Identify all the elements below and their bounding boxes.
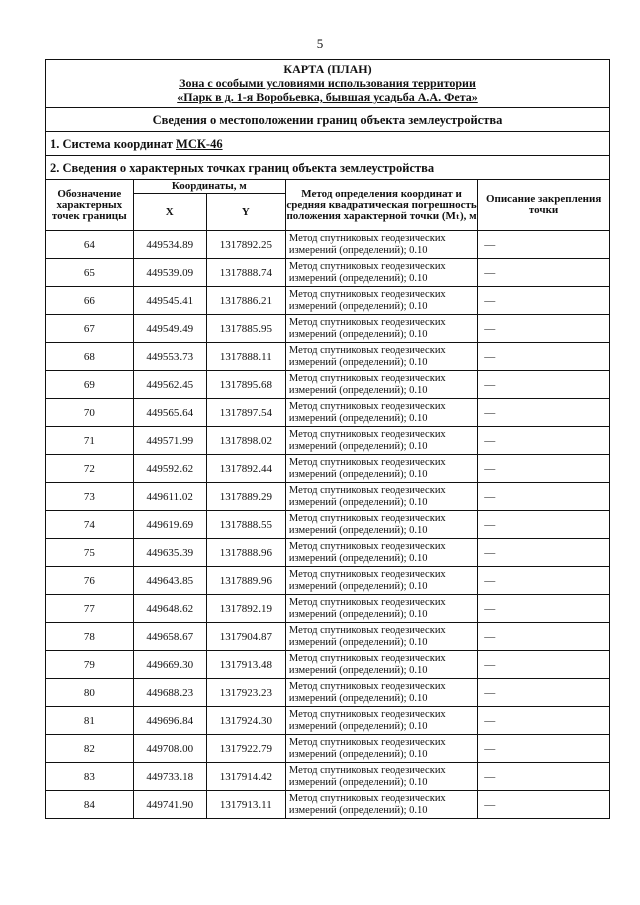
page-number: 5 <box>316 36 324 51</box>
table-row <box>46 287 609 315</box>
desc-cell: — <box>478 399 609 427</box>
desc-cell: — <box>478 651 609 679</box>
y-cell: 1317913.11 <box>206 791 285 819</box>
table-row <box>46 735 609 763</box>
point-cell: 64 <box>46 231 133 259</box>
y-cell: 1317892.25 <box>206 231 285 259</box>
x-cell: 449648.62 <box>133 595 206 623</box>
desc-cell: — <box>478 679 609 707</box>
method-cell: Метод спутниковых геодезических измерений (определений); 0.10 <box>285 651 477 679</box>
method-cell: Метод спутниковых геодезических измерений (определений); 0.10 <box>285 679 477 707</box>
y-cell: 1317904.87 <box>206 623 285 651</box>
table-row <box>46 539 609 567</box>
table-row <box>46 315 609 343</box>
table-row <box>46 231 609 259</box>
desc-cell: — <box>478 791 609 819</box>
x-cell: 449539.09 <box>133 259 206 287</box>
table-row <box>46 567 609 595</box>
desc-cell: — <box>478 371 609 399</box>
desc-cell: — <box>478 315 609 343</box>
y-cell: 1317897.54 <box>206 399 285 427</box>
desc-cell: — <box>478 623 609 651</box>
method-cell: Метод спутниковых геодезических измерений (определений); 0.10 <box>285 287 477 315</box>
x-cell: 449592.62 <box>133 455 206 483</box>
method-cell: Метод спутниковых геодезических измерений (определений); 0.10 <box>285 763 477 791</box>
desc-cell: — <box>478 567 609 595</box>
x-cell: 449545.41 <box>133 287 206 315</box>
method-cell: Метод спутниковых геодезических измерений (определений); 0.10 <box>285 791 477 819</box>
table-row <box>46 427 609 455</box>
point-cell: 66 <box>46 287 133 315</box>
x-cell: 449611.02 <box>133 483 206 511</box>
header-y: Y <box>206 194 285 231</box>
desc-cell: — <box>478 455 609 483</box>
point-cell: 84 <box>46 791 133 819</box>
table-row <box>46 343 609 371</box>
method-cell: Метод спутниковых геодезических измерений (определений); 0.10 <box>285 427 477 455</box>
x-cell: 449619.69 <box>133 511 206 539</box>
y-cell: 1317892.44 <box>206 455 285 483</box>
method-cell: Метод спутниковых геодезических измерений (определений); 0.10 <box>285 735 477 763</box>
desc-cell: — <box>478 595 609 623</box>
point-cell: 82 <box>46 735 133 763</box>
table-row <box>46 399 609 427</box>
table-header-row <box>46 180 609 194</box>
y-cell: 1317914.42 <box>206 763 285 791</box>
desc-cell: — <box>478 483 609 511</box>
y-cell: 1317923.23 <box>206 679 285 707</box>
header-method: Метод определения координат и средняя квадратическая погрешность положения характерной точки (Mₜ), м <box>285 180 477 231</box>
y-cell: 1317895.68 <box>206 371 285 399</box>
method-cell: Метод спутниковых геодезических измерений (определений); 0.10 <box>285 511 477 539</box>
point-cell: 67 <box>46 315 133 343</box>
y-cell: 1317888.11 <box>206 343 285 371</box>
point-cell: 76 <box>46 567 133 595</box>
point-cell: 80 <box>46 679 133 707</box>
x-cell: 449658.67 <box>133 623 206 651</box>
method-cell: Метод спутниковых геодезических измерений (определений); 0.10 <box>285 623 477 651</box>
points-table <box>46 180 609 818</box>
method-cell: Метод спутниковых геодезических измерений (определений); 0.10 <box>285 231 477 259</box>
y-cell: 1317892.19 <box>206 595 285 623</box>
method-cell: Метод спутниковых геодезических измерений (определений); 0.10 <box>285 455 477 483</box>
table-row <box>46 623 609 651</box>
desc-cell: — <box>478 735 609 763</box>
y-cell: 1317913.48 <box>206 651 285 679</box>
desc-cell: — <box>478 427 609 455</box>
document-title: КАРТА (ПЛАН) <box>283 62 372 76</box>
table-row <box>46 483 609 511</box>
method-cell: Метод спутниковых геодезических измерений (определений); 0.10 <box>285 315 477 343</box>
point-cell: 65 <box>46 259 133 287</box>
desc-cell: — <box>478 231 609 259</box>
point-cell: 74 <box>46 511 133 539</box>
method-cell: Метод спутниковых геодезических измерений (определений); 0.10 <box>285 539 477 567</box>
x-cell: 449562.45 <box>133 371 206 399</box>
table-body <box>46 231 609 819</box>
y-cell: 1317898.02 <box>206 427 285 455</box>
table-row <box>46 511 609 539</box>
coordinate-system-prefix: 1. Система координат <box>50 137 173 151</box>
y-cell: 1317886.21 <box>206 287 285 315</box>
points-section-heading: 2. Сведения о характерных точках границ объекта землеустройства <box>46 156 609 180</box>
y-cell: 1317922.79 <box>206 735 285 763</box>
desc-cell: — <box>478 343 609 371</box>
x-cell: 449635.39 <box>133 539 206 567</box>
y-cell: 1317889.29 <box>206 483 285 511</box>
point-cell: 77 <box>46 595 133 623</box>
x-cell: 449733.18 <box>133 763 206 791</box>
method-cell: Метод спутниковых геодезических измерений (определений); 0.10 <box>285 371 477 399</box>
point-cell: 70 <box>46 399 133 427</box>
desc-cell: — <box>478 707 609 735</box>
table-row <box>46 707 609 735</box>
point-cell: 69 <box>46 371 133 399</box>
method-cell: Метод спутниковых геодезических измерений (определений); 0.10 <box>285 707 477 735</box>
point-cell: 79 <box>46 651 133 679</box>
table-row <box>46 455 609 483</box>
x-cell: 449696.84 <box>133 707 206 735</box>
table-row <box>46 651 609 679</box>
method-cell: Метод спутниковых геодезических измерений (определений); 0.10 <box>285 259 477 287</box>
x-cell: 449565.64 <box>133 399 206 427</box>
desc-cell: — <box>478 287 609 315</box>
x-cell: 449688.23 <box>133 679 206 707</box>
table-row <box>46 763 609 791</box>
table-row <box>46 595 609 623</box>
x-cell: 449669.30 <box>133 651 206 679</box>
y-cell: 1317888.55 <box>206 511 285 539</box>
point-cell: 81 <box>46 707 133 735</box>
table-row <box>46 371 609 399</box>
y-cell: 1317888.74 <box>206 259 285 287</box>
x-cell: 449571.99 <box>133 427 206 455</box>
x-cell: 449741.90 <box>133 791 206 819</box>
header-coords: Координаты, м <box>133 180 285 194</box>
point-cell: 71 <box>46 427 133 455</box>
method-cell: Метод спутниковых геодезических измерений (определений); 0.10 <box>285 567 477 595</box>
desc-cell: — <box>478 259 609 287</box>
zone-line: Зона с особыми условиями использования территории <box>179 76 476 90</box>
coordinate-system-name: МСК-46 <box>176 137 223 151</box>
method-cell: Метод спутниковых геодезических измерений (определений); 0.10 <box>285 595 477 623</box>
table-row <box>46 791 609 819</box>
park-line: «Парк в д. 1-я Воробьевка, бывшая усадьба А.А. Фета» <box>177 90 478 104</box>
method-cell: Метод спутниковых геодезических измерений (определений); 0.10 <box>285 343 477 371</box>
method-cell: Метод спутниковых геодезических измерений (определений); 0.10 <box>285 483 477 511</box>
y-cell: 1317888.96 <box>206 539 285 567</box>
y-cell: 1317924.30 <box>206 707 285 735</box>
header-desc: Описание закрепления точки <box>478 180 609 231</box>
document-frame <box>45 59 610 819</box>
method-cell: Метод спутниковых геодезических измерений (определений); 0.10 <box>285 399 477 427</box>
point-cell: 83 <box>46 763 133 791</box>
y-cell: 1317885.95 <box>206 315 285 343</box>
table-row <box>46 679 609 707</box>
x-cell: 449708.00 <box>133 735 206 763</box>
point-cell: 68 <box>46 343 133 371</box>
coordinate-system-section <box>46 132 609 156</box>
header-point: Обозначение характерных точек границы <box>46 180 133 231</box>
x-cell: 449643.85 <box>133 567 206 595</box>
point-cell: 75 <box>46 539 133 567</box>
table-row <box>46 259 609 287</box>
document-header <box>46 60 609 108</box>
point-cell: 72 <box>46 455 133 483</box>
point-cell: 78 <box>46 623 133 651</box>
desc-cell: — <box>478 763 609 791</box>
point-cell: 73 <box>46 483 133 511</box>
location-section-heading: Сведения о местоположении границ объекта землеустройства <box>46 108 609 132</box>
desc-cell: — <box>478 539 609 567</box>
y-cell: 1317889.96 <box>206 567 285 595</box>
x-cell: 449549.49 <box>133 315 206 343</box>
x-cell: 449553.73 <box>133 343 206 371</box>
x-cell: 449534.89 <box>133 231 206 259</box>
header-x: X <box>133 194 206 231</box>
desc-cell: — <box>478 511 609 539</box>
